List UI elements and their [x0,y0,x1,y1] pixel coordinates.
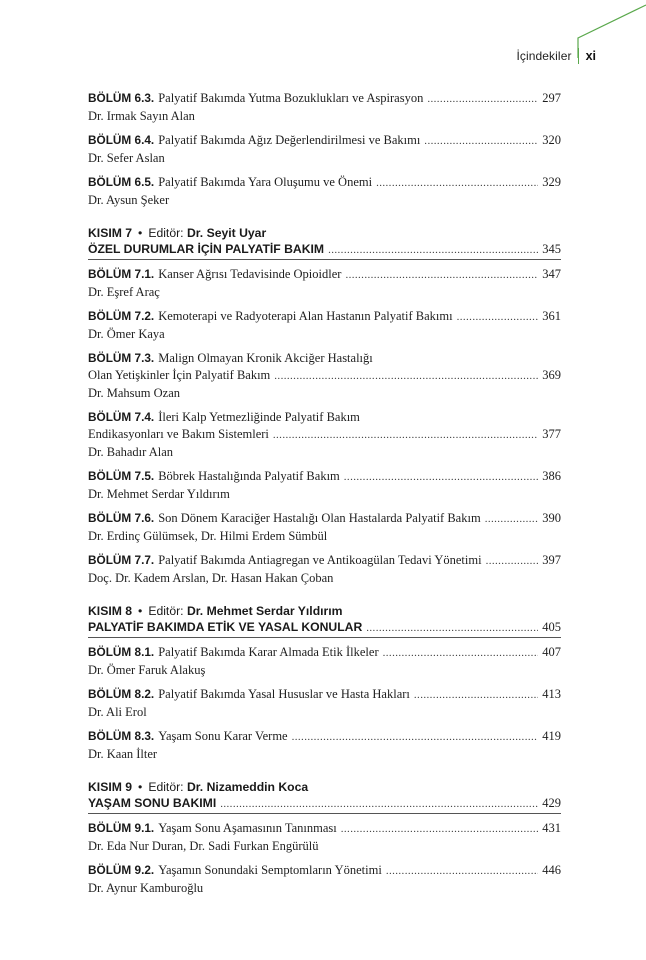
page-number: 377 [542,427,561,441]
entry-title-line [88,266,561,284]
toc-entry[interactable] [88,820,561,855]
chapter-authors: Dr. Eda Nur Duran, Dr. Sadi Furkan Engürülü [88,839,319,853]
chapter-label: BÖLÜM 7.2. [88,309,155,323]
entry-title-line [88,367,561,385]
chapter-authors: Dr. Ömer Kaya [88,327,165,341]
section-editor: Dr. Nizameddin Koca [186,780,309,794]
section-header [88,779,561,796]
dot-leader [341,821,539,838]
bullet-separator: • [138,226,143,240]
chapter-title: Böbrek Hastalığında Palyatif Bakım [158,469,340,483]
dot-leader [414,687,538,704]
toc-entry[interactable] [88,350,561,402]
page-number: 407 [542,645,561,659]
toc-entry[interactable] [88,728,561,763]
page-number: 405 [542,620,561,634]
toc-entry[interactable] [88,862,561,897]
dot-leader [386,863,538,880]
section-label: KISIM 9 [88,780,133,794]
dot-leader [383,645,539,662]
header-page-number: xi [585,49,596,63]
chapter-authors: Dr. Bahadır Alan [88,445,174,459]
entry-title-line [88,468,561,486]
chapter-title: Yaşam Sonu Aşamasının Tanınması [158,821,337,835]
dot-leader [273,427,538,444]
chapter-authors: Dr. Ali Erol [88,705,147,719]
toc-entry[interactable] [88,132,561,167]
chapter-label: BÖLÜM 8.3. [88,729,155,743]
dot-leader [376,175,538,192]
page-number: 419 [542,729,561,743]
chapter-title: Malign Olmayan Kronik Akciğer Hastalığı [158,351,373,365]
chapter-label: BÖLÜM 8.2. [88,687,155,701]
chapter-title: Palyatif Bakımda Yasal Hususlar ve Hasta Hakları [158,687,410,701]
header-divider [578,48,579,64]
entry-title-line [88,174,561,192]
chapter-title: Palyatif Bakımda Antiagregan ve Antikoagülan Tedavi Yönetimi [158,553,482,567]
dot-leader [344,469,538,486]
chapter-authors: Dr. Aynur Kamburoğlu [88,881,204,895]
chapter-title: Kemoterapi ve Radyoterapi Alan Hastanın Palyatif Bakımı [158,309,453,323]
section-editor: Dr. Seyit Uyar [186,226,267,240]
dot-leader [292,729,539,746]
section-title: ÖZEL DURUMLAR İÇİN PALYATİF BAKIM [88,242,325,256]
chapter-label: BÖLÜM 6.5. [88,175,155,189]
chapter-label: BÖLÜM 9.2. [88,863,155,877]
chapter-title: Palyatif Bakımda Karar Almada Etik İlkeler [158,645,379,659]
chapter-authors: Dr. Eşref Araç [88,285,160,299]
editor-label: Editör: [148,226,184,240]
entry-title-line [88,862,561,880]
dot-leader [366,622,538,634]
toc-entry[interactable] [88,90,561,125]
dot-leader [485,511,539,528]
page-number: 329 [542,175,561,189]
page-number: 390 [542,511,561,525]
toc-entry[interactable] [88,686,561,721]
chapter-title: Palyatif Bakımda Ağız Değerlendirilmesi ve Bakımı [158,133,421,147]
chapter-title: Yaşam Sonu Karar Verme [158,729,288,743]
bullet-separator: • [138,780,143,794]
dot-leader [457,309,539,326]
entry-title-line [88,426,561,444]
chapter-label: BÖLÜM 7.6. [88,511,155,525]
toc-entry[interactable] [88,510,561,545]
chapter-authors: Dr. Kaan İlter [88,747,158,761]
toc-section [88,779,561,897]
chapter-label: BÖLÜM 8.1. [88,645,155,659]
section-label: KISIM 8 [88,604,133,618]
chapter-title: Kanser Ağrısı Tedavisinde Opioidler [158,267,342,281]
entry-title-line [88,644,561,662]
toc-entry[interactable] [88,308,561,343]
entry-title-line [88,510,561,528]
page-number: 345 [542,242,561,256]
toc-section [88,225,561,587]
page-number: 297 [542,91,561,105]
chapter-label: BÖLÜM 6.3. [88,91,155,105]
page-number: 397 [542,553,561,567]
entry-title-line [88,409,561,426]
corner-decoration [0,0,646,80]
editor-label: Editör: [148,604,184,618]
chapter-label: BÖLÜM 7.5. [88,469,155,483]
section-title: YAŞAM SONU BAKIMI [88,796,217,810]
dot-leader [424,133,538,150]
chapter-authors: Dr. Mehmet Serdar Yıldırım [88,487,230,501]
chapter-authors: Dr. Sefer Aslan [88,151,165,165]
page-number: 386 [542,469,561,483]
chapter-authors: Dr. Irmak Sayın Alan [88,109,195,123]
section-title-line[interactable] [88,796,561,814]
entry-title-line [88,820,561,838]
dot-leader [220,798,538,810]
entry-title-line [88,728,561,746]
chapter-title: Palyatif Bakımda Yutma Bozuklukları ve Aspirasyon [158,91,424,105]
toc-entry[interactable] [88,174,561,209]
entry-title-line [88,90,561,108]
page-number: 446 [542,863,561,877]
entry-title-line [88,686,561,704]
entry-title-line [88,552,561,570]
chapter-label: BÖLÜM 7.3. [88,351,155,365]
toc-entry[interactable] [88,266,561,301]
chapter-title: Yaşamın Sonundaki Semptomların Yönetimi [158,863,382,877]
section-label: KISIM 7 [88,226,133,240]
chapter-title: Son Dönem Karaciğer Hastalığı Olan Hastalarda Palyatif Bakım [158,511,481,525]
page-header [516,47,596,65]
page-number: 413 [542,687,561,701]
header-title: İçindekiler [516,49,572,63]
section-editor: Dr. Mehmet Serdar Yıldırım [186,604,343,618]
page-number: 431 [542,821,561,835]
chapter-title: Endikasyonları ve Bakım Sistemleri [88,427,269,441]
chapter-label: BÖLÜM 7.1. [88,267,155,281]
toc-entry[interactable] [88,644,561,679]
table-of-contents [88,90,561,904]
toc-entry[interactable] [88,552,561,587]
section-header [88,225,561,242]
page-number: 361 [542,309,561,323]
page-number: 429 [542,796,561,810]
chapter-authors: Dr. Erdinç Gülümsek, Dr. Hilmi Erdem Sümbül [88,529,328,543]
dot-leader [486,553,539,570]
chapter-label: BÖLÜM 7.7. [88,553,155,567]
chapter-authors: Dr. Aysun Şeker [88,193,170,207]
section-header [88,603,561,620]
chapter-authors: Doç. Dr. Kadem Arslan, Dr. Hasan Hakan Çoban [88,571,334,585]
section-title-line[interactable] [88,620,561,638]
chapter-title: Olan Yetişkinler İçin Palyatif Bakım [88,368,271,382]
dot-leader [427,91,538,108]
toc-entry[interactable] [88,468,561,503]
chapter-label: BÖLÜM 9.1. [88,821,155,835]
bullet-separator: • [138,604,143,618]
chapter-authors: Dr. Mahsum Ozan [88,386,180,400]
toc-entry[interactable] [88,409,561,461]
dot-leader [328,244,538,256]
chapter-title: İleri Kalp Yetmezliğinde Palyatif Bakım [158,410,360,424]
editor-label: Editör: [148,780,184,794]
dot-leader [274,368,538,385]
page-number: 369 [542,368,561,382]
entry-title-line [88,308,561,326]
chapter-label: BÖLÜM 7.4. [88,410,155,424]
toc-section [88,603,561,763]
chapter-title: Palyatif Bakımda Yara Oluşumu ve Önemi [158,175,373,189]
page-number: 320 [542,133,561,147]
entry-title-line [88,350,561,367]
chapter-label: BÖLÜM 6.4. [88,133,155,147]
entry-title-line [88,132,561,150]
chapter-authors: Dr. Ömer Faruk Alakuş [88,663,206,677]
page-number: 347 [542,267,561,281]
section-title: PALYATİF BAKIMDA ETİK VE YASAL KONULAR [88,620,363,634]
dot-leader [345,267,538,284]
section-title-line[interactable] [88,242,561,260]
